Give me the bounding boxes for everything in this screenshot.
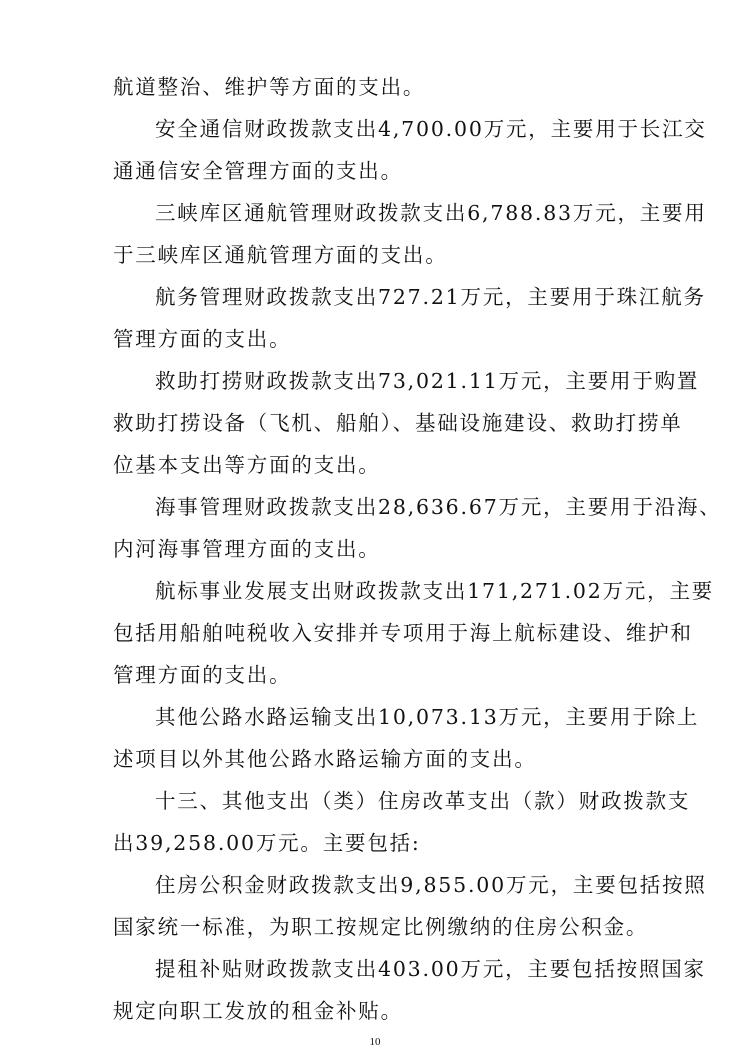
text-line: 国家统一标准，为职工按规定比例缴纳的住房公积金。 [113, 915, 649, 939]
text-line: 救助打捞财政拨款支出73,021.11万元，主要用于购置 [155, 369, 700, 393]
text-line: 三峡库区通航管理财政拨款支出6,788.83万元，主要用 [155, 201, 707, 225]
text-line: 管理方面的支出。 [113, 663, 292, 687]
text-line: 包括用船舶吨税收入安排并专项用于海上航标建设、维护和 [113, 621, 693, 645]
text-line: 安全通信财政拨款支出4,700.00万元，主要用于长江交 [155, 117, 707, 141]
text-line: 规定向职工发放的租金补贴。 [113, 999, 403, 1023]
text-line: 海事管理财政拨款支出28,636.67万元，主要用于沿海、 [155, 495, 722, 519]
text-line: 救助打捞设备（飞机、船舶）、基础设施建设、救助打捞单 [113, 411, 683, 435]
text-line: 住房公积金财政拨款支出9,855.00万元，主要包括按照 [155, 873, 707, 897]
text-line: 航道整治、维护等方面的支出。 [113, 75, 426, 99]
text-line: 提租补贴财政拨款支出403.00万元，主要包括按照国家 [155, 957, 706, 981]
text-line: 通通信安全管理方面的支出。 [113, 159, 403, 183]
text-line: 于三峡库区通航管理方面的支出。 [113, 243, 448, 267]
text-line: 述项目以外其他公路水路运输方面的支出。 [113, 747, 537, 771]
text-line: 出39,258.00万元。主要包括: [113, 831, 421, 855]
text-line: 航务管理财政拨款支出727.21万元，主要用于珠江航务 [155, 285, 706, 309]
text-line: 位基本支出等方面的支出。 [113, 453, 381, 477]
text-line: 管理方面的支出。 [113, 327, 292, 351]
text-line: 其他公路水路运输支出10,073.13万元，主要用于除上 [155, 705, 700, 729]
text-line: 十三、其他支出（类）住房改革支出（款）财政拨款支 [155, 789, 691, 813]
text-line: 航标事业发展支出财政拨款支出171,271.02万元，主要 [155, 579, 715, 603]
text-line: 内河海事管理方面的支出。 [113, 537, 381, 561]
page-number: 10 [369, 1036, 381, 1048]
